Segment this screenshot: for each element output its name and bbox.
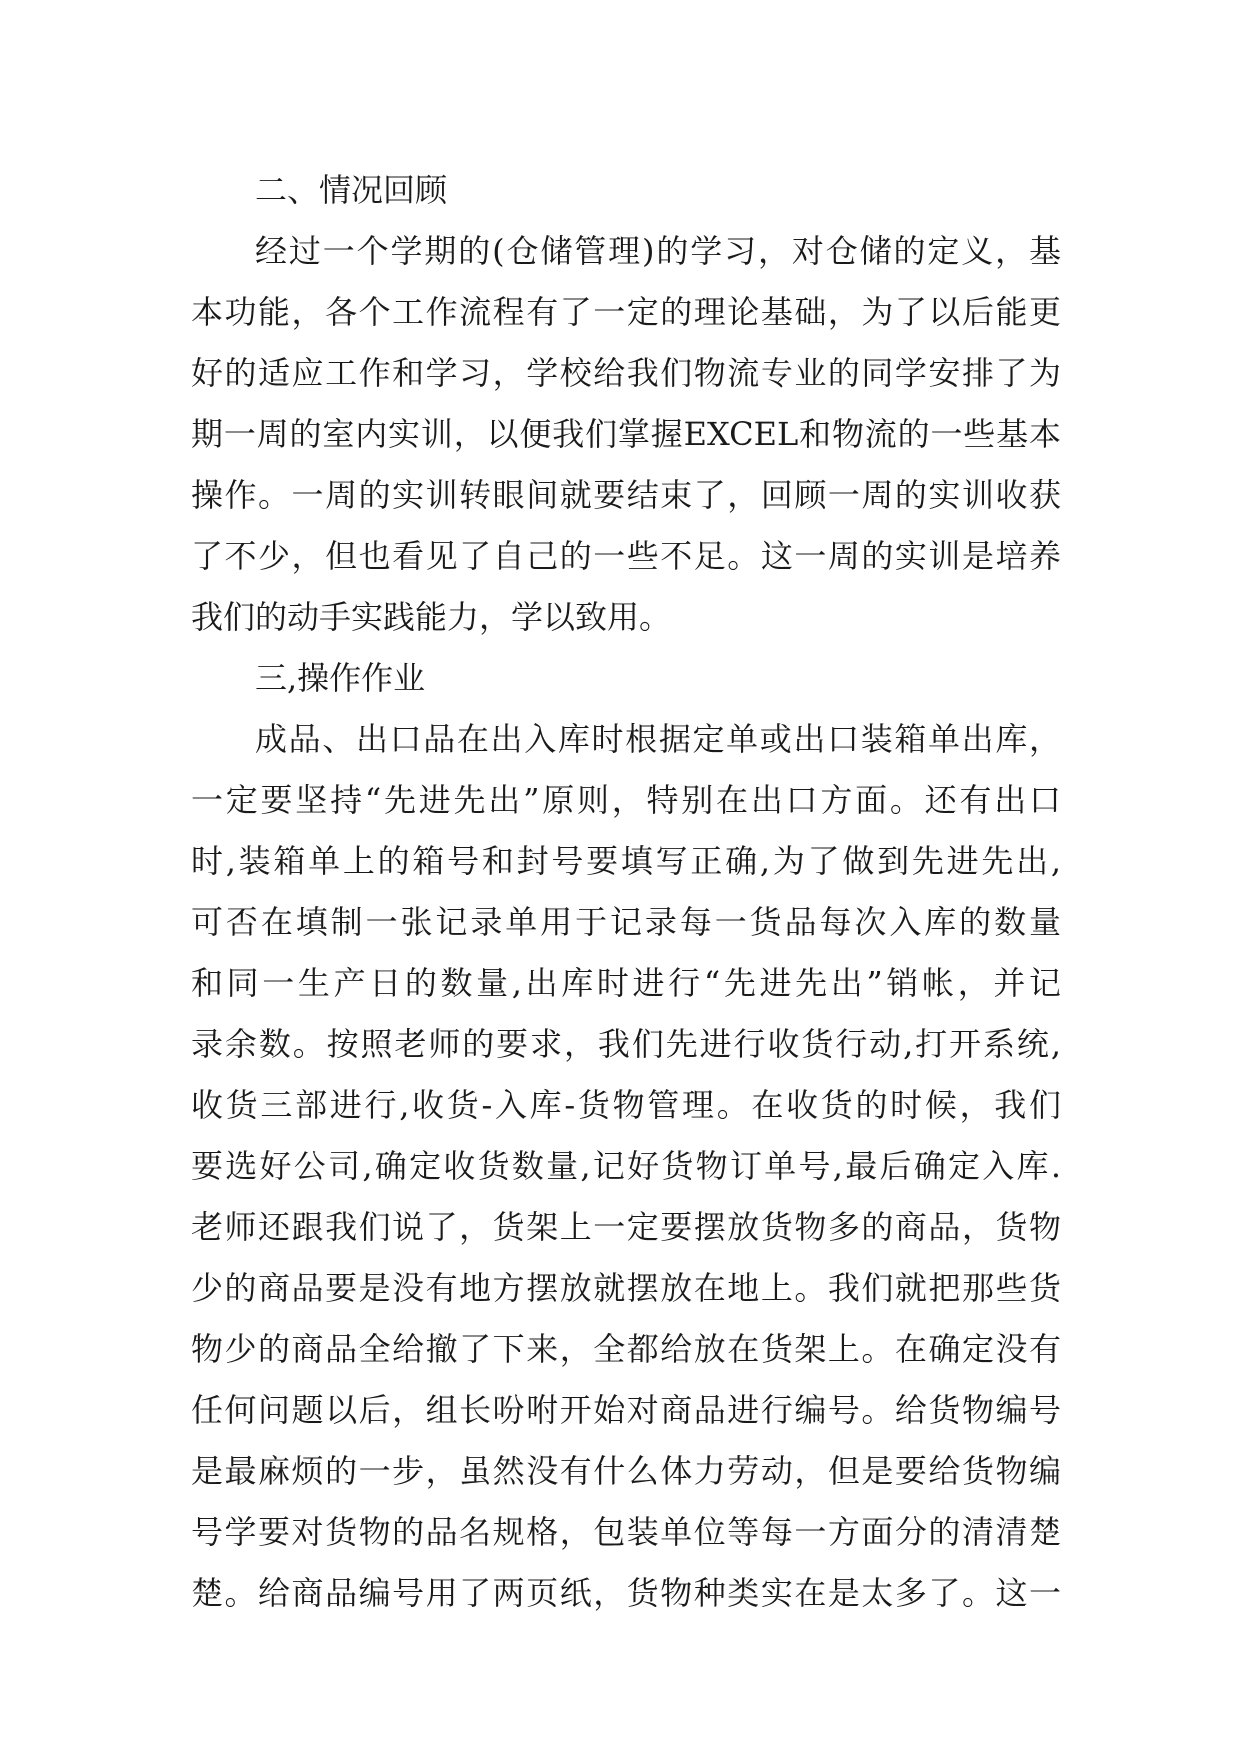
paragraph-line: 收货三部进行,收货-入库-货物管理。在收货的时候，我们 <box>191 1086 1061 1124</box>
paragraph-line: 任何问题以后，组长吩咐开始对商品进行编号。给货物编号 <box>191 1391 1061 1429</box>
paragraph-line: 好的适应工作和学习，学校给我们物流专业的同学安排了为 <box>191 354 1061 392</box>
paragraph-line: 是最麻烦的一步，虽然没有什么体力劳动，但是要给货物编 <box>191 1452 1061 1490</box>
document-body <box>191 160 1061 1624</box>
paragraph-line: 物少的商品全给撤了下来，全都给放在货架上。在确定没有 <box>191 1330 1061 1368</box>
section-heading-operations: 三,操作作业 <box>255 659 426 697</box>
paragraph-line: 期一周的室内实训，以便我们掌握EXCEL和物流的一些基本 <box>191 415 1061 453</box>
paragraph-line: 录余数。按照老师的要求，我们先进行收货行动,打开系统, <box>191 1025 1061 1063</box>
paragraph-line: 操作。一周的实训转眼间就要结束了，回顾一周的实训收获 <box>191 476 1061 514</box>
paragraph-line: 成品、出口品在出入库时根据定单或出口装箱单出库， <box>255 720 1061 758</box>
paragraph-line: 楚。给商品编号用了两页纸，货物种类实在是太多了。这一 <box>191 1574 1061 1612</box>
paragraph-line: 号学要对货物的品名规格，包装单位等每一方面分的清清楚 <box>191 1513 1061 1551</box>
paragraph-line: 一定要坚持“先进先出”原则，特别在出口方面。还有出口 <box>191 781 1061 819</box>
paragraph-line: 时,装箱单上的箱号和封号要填写正确,为了做到先进先出, <box>191 842 1061 880</box>
paragraph-line: 我们的动手实践能力，学以致用。 <box>191 598 672 636</box>
paragraph-line: 本功能，各个工作流程有了一定的理论基础，为了以后能更 <box>191 293 1061 331</box>
paragraph-line: 了不少，但也看见了自己的一些不足。这一周的实训是培养 <box>191 537 1061 575</box>
paragraph-line: 要选好公司,确定收货数量,记好货物订单号,最后确定入库. <box>191 1147 1061 1185</box>
paragraph-line: 可否在填制一张记录单用于记录每一货品每次入库的数量 <box>191 903 1061 941</box>
paragraph-line: 经过一个学期的(仓储管理)的学习，对仓储的定义，基 <box>255 232 1061 270</box>
section-heading-review: 二、情况回顾 <box>255 171 448 209</box>
paragraph-line: 少的商品要是没有地方摆放就摆放在地上。我们就把那些货 <box>191 1269 1061 1307</box>
paragraph-line: 和同一生产日的数量,出库时进行“先进先出”销帐，并记 <box>191 964 1061 1002</box>
paragraph-line: 老师还跟我们说了，货架上一定要摆放货物多的商品，货物 <box>191 1208 1061 1246</box>
